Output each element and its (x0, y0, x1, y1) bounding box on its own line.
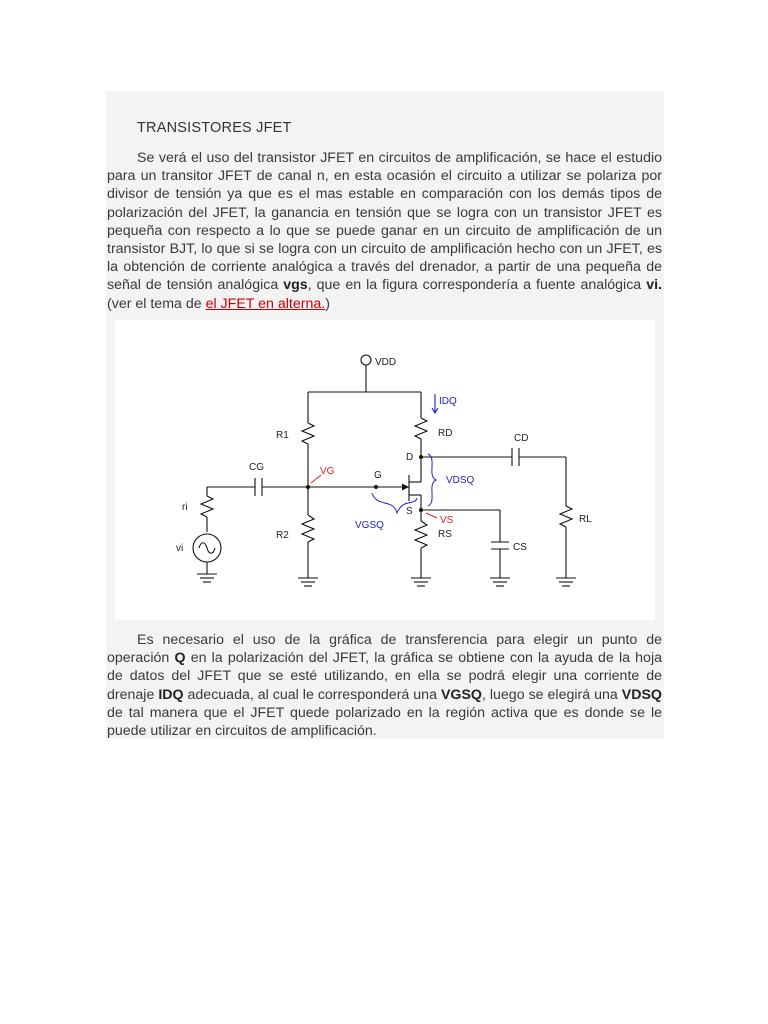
q-bold-q: Q (174, 650, 186, 667)
circuit-figure (115, 320, 655, 620)
intro-text-3: (ver el tema de (107, 295, 206, 312)
intro-text-2: , que en la figura correspondería a fuente analógica (307, 277, 647, 294)
page-title: TRANSISTORES JFET (137, 120, 292, 136)
rs-resistor (415, 521, 427, 548)
q-text-3: adecuada, al cual le corresponderá una (183, 686, 441, 703)
rd-resistor (415, 418, 427, 439)
label-vdd: VDD (375, 357, 397, 368)
intro-text-1: Se verá el uso del transistor JFET en circuitos de amplificación, se hace el estudio para un transitor JFET de canal n, en esta ocasión el circuito a utilizar se polariza por divisor de tensión ya que es el mas estable en comparación con los demás tipos de polarización del JFET, la ganancia en tensión que se logra con un transistor JFET es pequeña con respecto a lo que se puede ganar en un circuito de amplificación de un transistor BJT, lo que si se logra con un circuito de amplificación hecho con un JFET, es la obtención de corriente analógica a través del drenador, a partir de una pequeña de señal de tensión analógica (107, 150, 662, 294)
label-vi: vi (176, 543, 184, 554)
intro-paragraph (107, 149, 662, 313)
q-text-4: , luego se elegirá una (481, 686, 622, 703)
label-rs: RS (438, 529, 452, 540)
intro-bold-vgs: vgs (283, 277, 308, 294)
vs-pointer (426, 513, 437, 518)
jfet-alterna-link[interactable]: el JFET en alterna. (205, 295, 326, 312)
label-cd: CD (514, 433, 529, 444)
intro-text-4: ) (325, 295, 330, 312)
intro-bold-vi: vi. (646, 277, 662, 294)
label-idq: IDQ (439, 396, 457, 407)
q-bold-vgsq: VGSQ (440, 686, 482, 703)
label-cs: CS (513, 542, 527, 553)
q-text-2: en la polarización del JFET, la gráfica se obtiene con la ayuda de la hoja de datos del JFET que se esté utilizando, en ella se podrá elegir una corriente de drenaje (107, 650, 662, 703)
ri-resistor (201, 496, 213, 517)
q-text-5: de tal manera que el JFET quede polarizado en la región activa que es donde se le puede utilizar en circuitos de amplificación. (107, 704, 662, 740)
label-s: S (406, 506, 413, 517)
idq-arrow-icon (432, 394, 438, 413)
rl-resistor (560, 506, 572, 527)
label-rl: RL (579, 514, 592, 525)
vdd-terminal (361, 355, 371, 365)
vdsq-brace (428, 454, 436, 506)
label-r2: R2 (276, 530, 289, 541)
q-point-paragraph (107, 631, 662, 740)
label-vdsq: VDSQ (446, 475, 475, 486)
q-bold-idq: IDQ (158, 686, 184, 703)
label-vgsq: VGSQ (355, 520, 384, 531)
r1-resistor (302, 423, 314, 444)
label-r1: R1 (276, 430, 289, 441)
label-d: D (406, 452, 414, 463)
label-ri: ri (182, 502, 188, 513)
label-cg: CG (249, 462, 264, 473)
jfet-amplifier-schematic (115, 320, 655, 620)
q-bold-vdsq: VDSQ (621, 686, 662, 703)
label-g: G (374, 470, 382, 481)
q-text-1: Es necesario el uso de la gráfica de transferencia para elegir un punto de operación (107, 632, 662, 667)
label-vg: VG (320, 466, 335, 477)
label-rd: RD (438, 428, 453, 439)
r2-resistor (302, 515, 314, 542)
label-vs: VS (440, 515, 454, 526)
